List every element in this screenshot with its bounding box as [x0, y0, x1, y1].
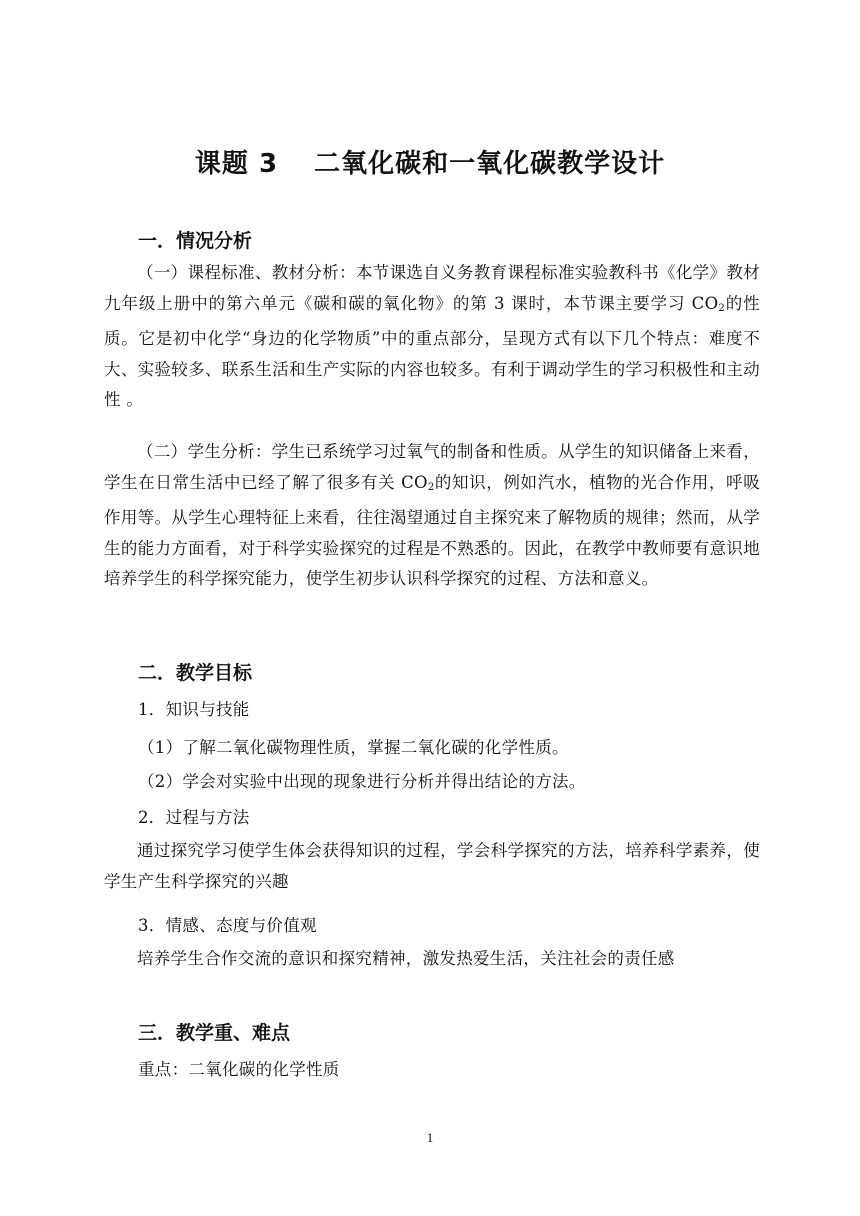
section-1-heading: 一．情况分析 [138, 230, 253, 252]
objective-3-text: 培养学生合作交流的意识和探究精神，激发热爱生活，关注社会的责任感 [137, 949, 675, 968]
section-3-heading: 三．教学重、难点 [138, 1022, 291, 1044]
objective-3-heading: 3．情感、态度与价值观 [138, 916, 317, 935]
objective-1-heading: 1．知识与技能 [138, 700, 250, 719]
section-1-paragraph-2: （二）学生分析：学生已系统学习过氧气的制备和性质。从学生的知识储备上来看，学生在日常生活中已经了解了很多有关 $CO_2$的知识，例如汽水，植物的光合作用，呼吸作用等。从学生心理特征上来看，往往渴望通过自主探究来了解物质的规律；然而，从学生的能力方面看，对于科学实验探究的过程是不熟悉的。因此，在教学中教师要有意识地培养学生的科学探究能力，使学生初步认识科学探究的过程、方法和意义。 [104, 442, 760, 588]
objective-1-b: （2）学会对实验中出现的现象进行分析并得出结论的方法。 [138, 772, 586, 791]
key-point-text: 重点：二氧化碳的化学性质 [138, 1060, 340, 1079]
title-text: 二氧化碳和一氧化碳教学设计 [314, 149, 666, 179]
section-2-heading: 二．教学目标 [138, 662, 253, 684]
document-title [0, 143, 860, 180]
section-1-paragraph-1: （一）课程标准、教材分析：本节课选自义务教育课程标准实验教科书《化学》教材九年级上册中的第六单元《碳和碳的氧化物》的第 3 课时，本节课主要学习 $CO_2$的性质。它是初中化学“身边的化学物质”中的重点部分，呈现方式有以下几个特点：难度不大、实验较多、联系生活和生产实际的内容也较多。有利于调动学生的学习积极性和主动性 。 [104, 263, 760, 409]
title-lesson-number: 课题 3 [194, 149, 279, 179]
page-number: 1 [426, 1130, 434, 1145]
objective-2-text: 通过探究学习使学生体会获得知识的过程，学会科学探究的方法，培养科学素养，使学生产生科学探究的兴趣 [104, 841, 760, 891]
objective-1-a: （1）了解二氧化碳物理性质，掌握二氧化碳的化学性质。 [138, 738, 569, 757]
objective-2-heading: 2．过程与方法 [138, 808, 250, 827]
